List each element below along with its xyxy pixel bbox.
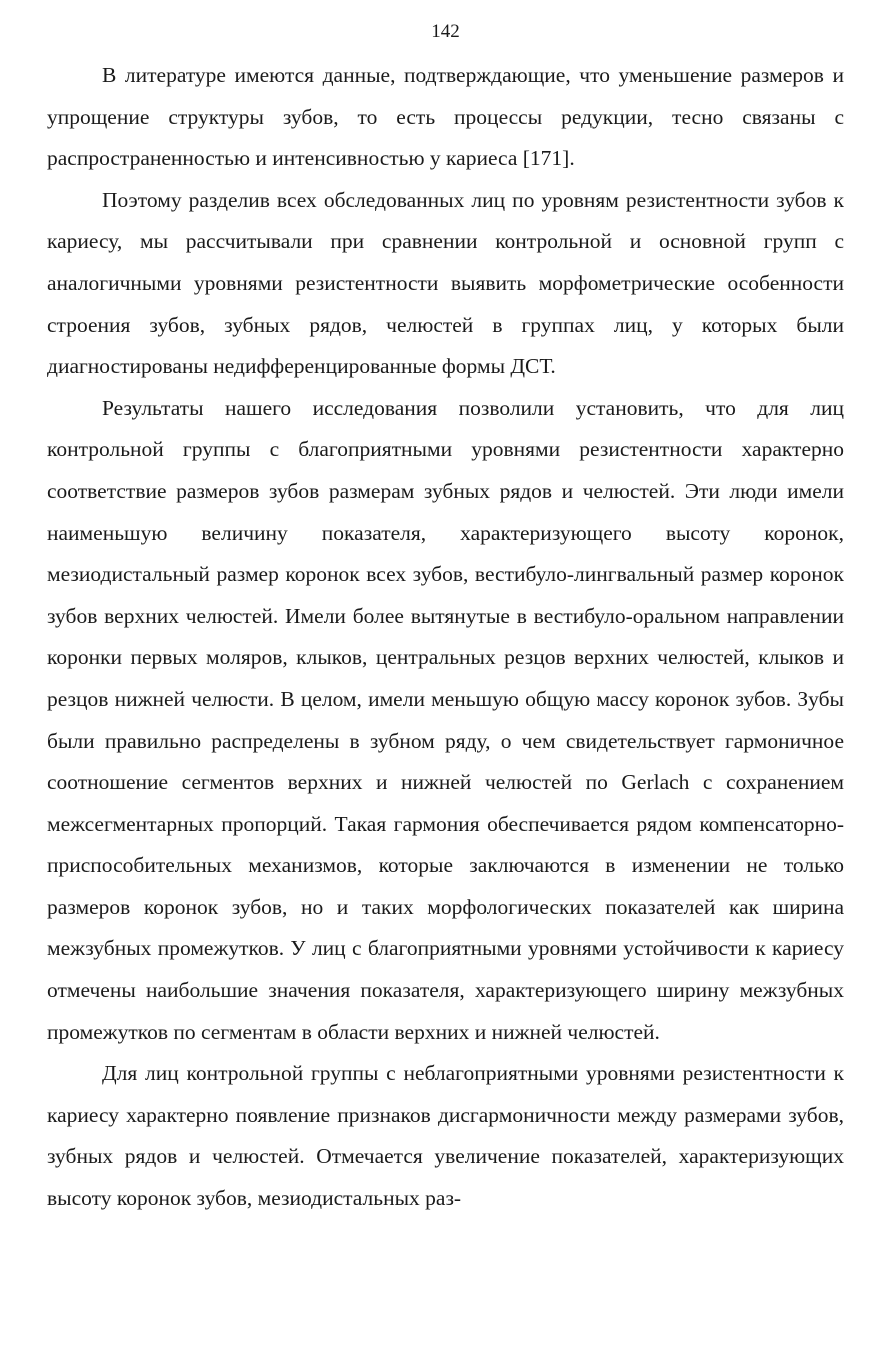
paragraph-2: Поэтому разделив всех обследованных лиц по уровням резистентности зубов к кариесу, мы рассчитывали при сравнении контрольной и основной групп с аналогичными уровнями резистентности выявить морфометрические особенности строения зубов, зубных рядов, челюстей в группах лиц, у которых были диагностированы недифференцированные формы ДСТ. <box>47 187 844 379</box>
page-number: 142 <box>431 21 460 42</box>
paragraph-3: Результаты нашего исследования позволили установить, что для лиц контрольной группы с благоприятными уровнями резистентности характерно соответствие размеров зубов размерам зубных рядов и челюстей. Эти люди имели наименьшую величину показателя, характеризующего высоту коронок, мезиодистальный размер коронок всех зубов, вестибуло-лингвальный размер коронок зубов верхних челюстей. Имели более вытянутые в вестибуло-оральном направлении коронки первых моляров, клыков, центральных резцов верхних челюстей, клыков и резцов нижней челюсти. В целом, имели меньшую общую массу коронок зубов. Зубы были правильно распределены в зубном ряду, о чем свидетельствует гармоничное соотношение сегментов верхних и нижней челюстей по Gerlach с сохранением межсегментарных пропорций. Такая гармония обеспечивается рядом компенсаторно-приспособительных механизмов, которые заключаются в изменении не только размеров коронок зубов, но и таких морфологических показателей как ширина межзубных промежутков. У лиц с благоприятными уровнями устойчивости к кариесу отмечены наибольшие значения показателя, характеризующего ширину межзубных промежутков по сегментам в области верхних и нижней челюстей. <box>47 395 844 1044</box>
paragraph-4: Для лиц контрольной группы с неблагоприятными уровнями резистентности к кариесу характерно появление признаков дисгармоничности между размерами зубов, зубных рядов и челюстей. Отмечается увеличение показателей, характеризующих высоту коронок зубов, мезиодистальных раз- <box>47 1061 844 1211</box>
paragraph-1: В литературе имеются данные, подтверждающие, что уменьшение размеров и упрощение структуры зубов, то есть процессы редукции, тесно связаны с распространенностью и интенсивностью у кариеса [171]. <box>47 63 844 171</box>
document-body <box>47 55 844 1220</box>
